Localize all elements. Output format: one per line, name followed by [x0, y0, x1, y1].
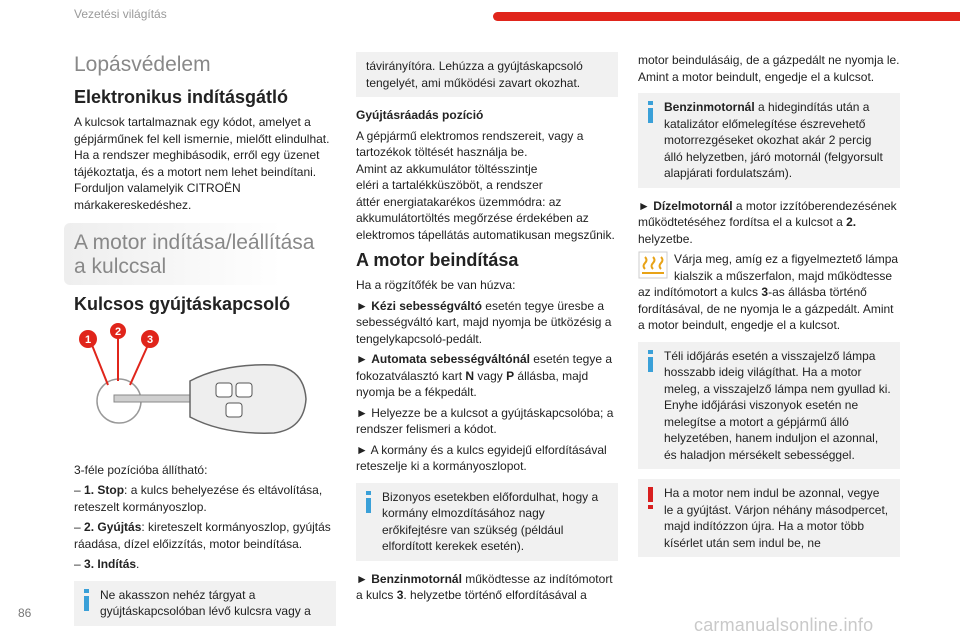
header-accent-bar	[493, 12, 960, 21]
bullet-diesel-num: 2.	[846, 215, 857, 229]
key-figure-svg	[74, 323, 336, 441]
watermark: carmanualsonline.info	[694, 615, 874, 635]
key-blade	[114, 395, 190, 402]
info-note-1	[74, 581, 336, 626]
bullet-insert-key-text: Helyezze be a kulcsot a gyújtáskapcsolóba; a rendszer felismeri a kódot.	[356, 405, 614, 436]
heading-gyujtasraadas: Gyújtásráadás pozíció	[356, 108, 484, 122]
bullet-manual-bold: Kézi sebességváltó	[371, 298, 482, 313]
bullet-diesel-text-a: a motor izzítóberendezésének működtetéséhez fordítsa el a kulcsot a	[638, 198, 897, 229]
glow-text-b: -as állásba történő fordításával, de ne nyomja le a gázpedált. Amint a motor beindult, engedje el a kulcsot.	[638, 285, 894, 332]
running-header: Vezetési világítás	[74, 7, 167, 21]
info-icon	[82, 589, 90, 611]
position-2-label: 2. Gyújtás	[84, 520, 142, 534]
gyujtas-line-6: akkumulátortöltés megőrzése érdekében az	[356, 211, 589, 225]
gear-n: N	[465, 368, 475, 383]
trunk-button-icon	[226, 403, 242, 417]
subsection-title-kulcsos: Kulcsos gyújtáskapcsoló	[74, 294, 291, 314]
info-note-4-text: Téli időjárás esetén a visszajelző lámpa hosszabb ideig világíthat. Ha a motor meleg, a visszajelző lámpa nem gyullad ki. Enyhe időjárási viszonyok esetén ne melegítse a motort a gépjármű álló helyzetében, hanem induljon el azonnal, és haladjon mérsékelt sebességgel.	[664, 348, 891, 462]
column-1	[74, 52, 336, 636]
gyujtas-line-4: eléri a tartalékküszöböt, a rendszer	[356, 178, 543, 192]
paragraph-gyujtasraadas	[356, 128, 618, 244]
info-note-3	[638, 93, 900, 188]
glow-plug-icon	[638, 251, 668, 284]
bullet-diesel	[638, 198, 900, 248]
info-icon	[364, 491, 372, 513]
info-note-3-bold: Benzinmotornál	[664, 100, 755, 114]
position-3-arrow	[130, 345, 148, 385]
bullet-petrol-text-b: . helyzetbe történő elfordításával a	[403, 588, 587, 602]
position-1-arrow	[92, 345, 108, 385]
key-illustration	[74, 323, 336, 446]
column-2	[356, 52, 618, 608]
section-title-motor-inditasa: A motor indítása/leállítása a kulccsal	[74, 231, 315, 278]
info-note-4	[638, 342, 900, 470]
arrow-icon: ►	[356, 571, 368, 586]
gear-p: P	[506, 368, 515, 383]
info-icon	[646, 101, 654, 123]
bullet-manual-text: esetén tegye üresbe a sebességváltó kart, majd nyomja be ütközésig a tengelykapcsoló-pedált.	[356, 298, 612, 346]
bullet-automatic-text-c: állásba, majd nyomja be a fékpedált.	[356, 368, 589, 399]
arrow-icon: ►	[356, 405, 368, 420]
arrow-icon: ►	[638, 198, 650, 213]
position-2-text: : kireteszelt kormányoszlop, gyújtás ráadása, dízel előizzítás, motor beindítása.	[74, 520, 331, 551]
section-title-box	[64, 223, 336, 285]
glow-plug-svg	[638, 251, 668, 279]
page-number: 86	[18, 606, 32, 620]
bullet-diesel-text-b: helyzetbe.	[638, 231, 693, 246]
gyujtas-line-2: tartozékok töltését használja be.	[356, 145, 528, 159]
column-3	[638, 52, 900, 567]
warning-icon	[646, 487, 654, 509]
info-note-3-text: a hidegindítás után a katalizátor előmelegítése észrevehető motorrezgéseket okozhat akár 2 percig álló helyzetben, járó motornál (felgyorsult alapjárati fordulatszám).	[664, 100, 883, 180]
dash: –	[74, 557, 81, 571]
glow-text-a: Várja meg, amíg ez a figyelmeztető lámpa kialszik a műszerfalon, majd működtesse az indítómotort a kulcs	[638, 252, 899, 299]
position-3-label: 3. Indítás	[84, 557, 137, 571]
paragraph-elektronikus: A kulcsok tartalmaznak egy kódot, amelyet a gépjárműnek fel kell ismernie, mielőtt elindulhat. Ha a rendszer meghibásodik, erről egy üzenet tájékoztatja, és a motort nem lehet beindítani. Forduljon valamelyik CITROËN márkakereskedéshez.	[74, 115, 330, 212]
bullet-manual	[356, 298, 618, 348]
callout-3-label: 3	[146, 334, 154, 346]
position-2	[74, 519, 336, 552]
subsection-title-beinditas: A motor beindítása	[356, 250, 519, 270]
info-note-2-text: Bizonyos esetekben előfordulhat, hogy a kormány elmozdításához nagy erőkifejtésre van szükség (például elfordított kerekek esetén).	[382, 489, 599, 553]
position-1-text: : a kulcs behelyezése és eltávolítása, reteszelt kormányoszlop.	[74, 483, 323, 514]
position-3-text: .	[136, 557, 140, 571]
positions-intro: 3-féle pozícióba állítható:	[74, 462, 208, 477]
section-title-lopasvedelem: Lopásvédelem	[74, 53, 211, 76]
callout-2-label: 2	[114, 326, 122, 338]
bullet-petrol-text-a: működtesse az indítómotort a kulcs	[356, 571, 613, 602]
position-1	[74, 482, 336, 515]
dash: –	[74, 520, 81, 534]
arrow-icon: ►	[356, 298, 368, 313]
bullet-automatic-text-b: vagy	[474, 368, 507, 383]
bullet-automatic-text-a: esetén tegye a fokozatválasztó kart	[356, 352, 613, 383]
paragraph-handbrake: Ha a rögzítőfék be van húzva:	[356, 278, 516, 292]
bullet-diesel-bold: Dízelmotornál	[653, 198, 733, 213]
info-icon	[646, 350, 654, 372]
gyujtas-line-3: Amint az akkumulátor töltésszintje	[356, 161, 538, 176]
arrow-icon: ►	[356, 442, 368, 457]
bullet-unlock-steering	[356, 442, 618, 475]
subsection-title-elektronikus: Elektronikus indításgátló	[74, 87, 289, 107]
position-3	[74, 556, 336, 573]
info-note-1-continued-text: távirányítóra. Lehúzza a gyújtáskapcsoló tengelyét, ami működési zavart okozhat.	[366, 59, 583, 90]
bullet-petrol-num: 3	[396, 588, 404, 602]
bullet-automatic-bold: Automata sebességváltónál	[371, 352, 530, 366]
glow-num: 3	[761, 285, 769, 299]
bullet-unlock-steering-text: A kormány és a kulcs egyidejű elfordításával reteszelje ki a kormányoszlopot.	[356, 442, 607, 473]
gyujtas-line-5: áttér energiatakarékos üzemmódra: az	[356, 194, 562, 209]
lock-button-icon	[216, 383, 232, 397]
info-note-1-text: Ne akasszon nehéz tárgyat a gyújtáskapcsolóban lévő kulcsra vagy a	[100, 587, 311, 618]
unlock-button-icon	[236, 383, 252, 397]
paragraph-glow-plug	[638, 251, 900, 334]
paragraph-petrol-continued: motor beindulásáig, de a gázpedált ne nyomja le. Amint a motor beindult, engedje el a kulcsot.	[638, 53, 900, 84]
key-fob	[190, 365, 306, 433]
callout-1-label: 1	[84, 334, 92, 346]
dash: –	[74, 483, 81, 497]
info-note-1-continued	[356, 52, 618, 97]
warning-note-1-text: Ha a motor nem indul be azonnal, vegye le a gyújtást. Várjon néhány másodpercet, majd indítózzon újra. Ha a motor több kísérlet után sem indul be, ne	[664, 486, 889, 550]
bullet-petrol	[356, 571, 618, 604]
info-note-2	[356, 483, 618, 561]
warning-note-1	[638, 479, 900, 557]
arrow-icon: ►	[356, 352, 368, 366]
position-1-label: 1. Stop	[84, 483, 125, 497]
gyujtas-line-1: A gépjármű elektromos rendszereit, vagy a	[356, 128, 584, 143]
bullet-automatic	[356, 351, 618, 401]
gyujtas-line-7: elektromos tápellátás automatikusan megszűnik.	[356, 227, 615, 242]
bullet-petrol-bold: Benzinmotornál	[371, 571, 462, 586]
bullet-insert-key	[356, 405, 618, 438]
